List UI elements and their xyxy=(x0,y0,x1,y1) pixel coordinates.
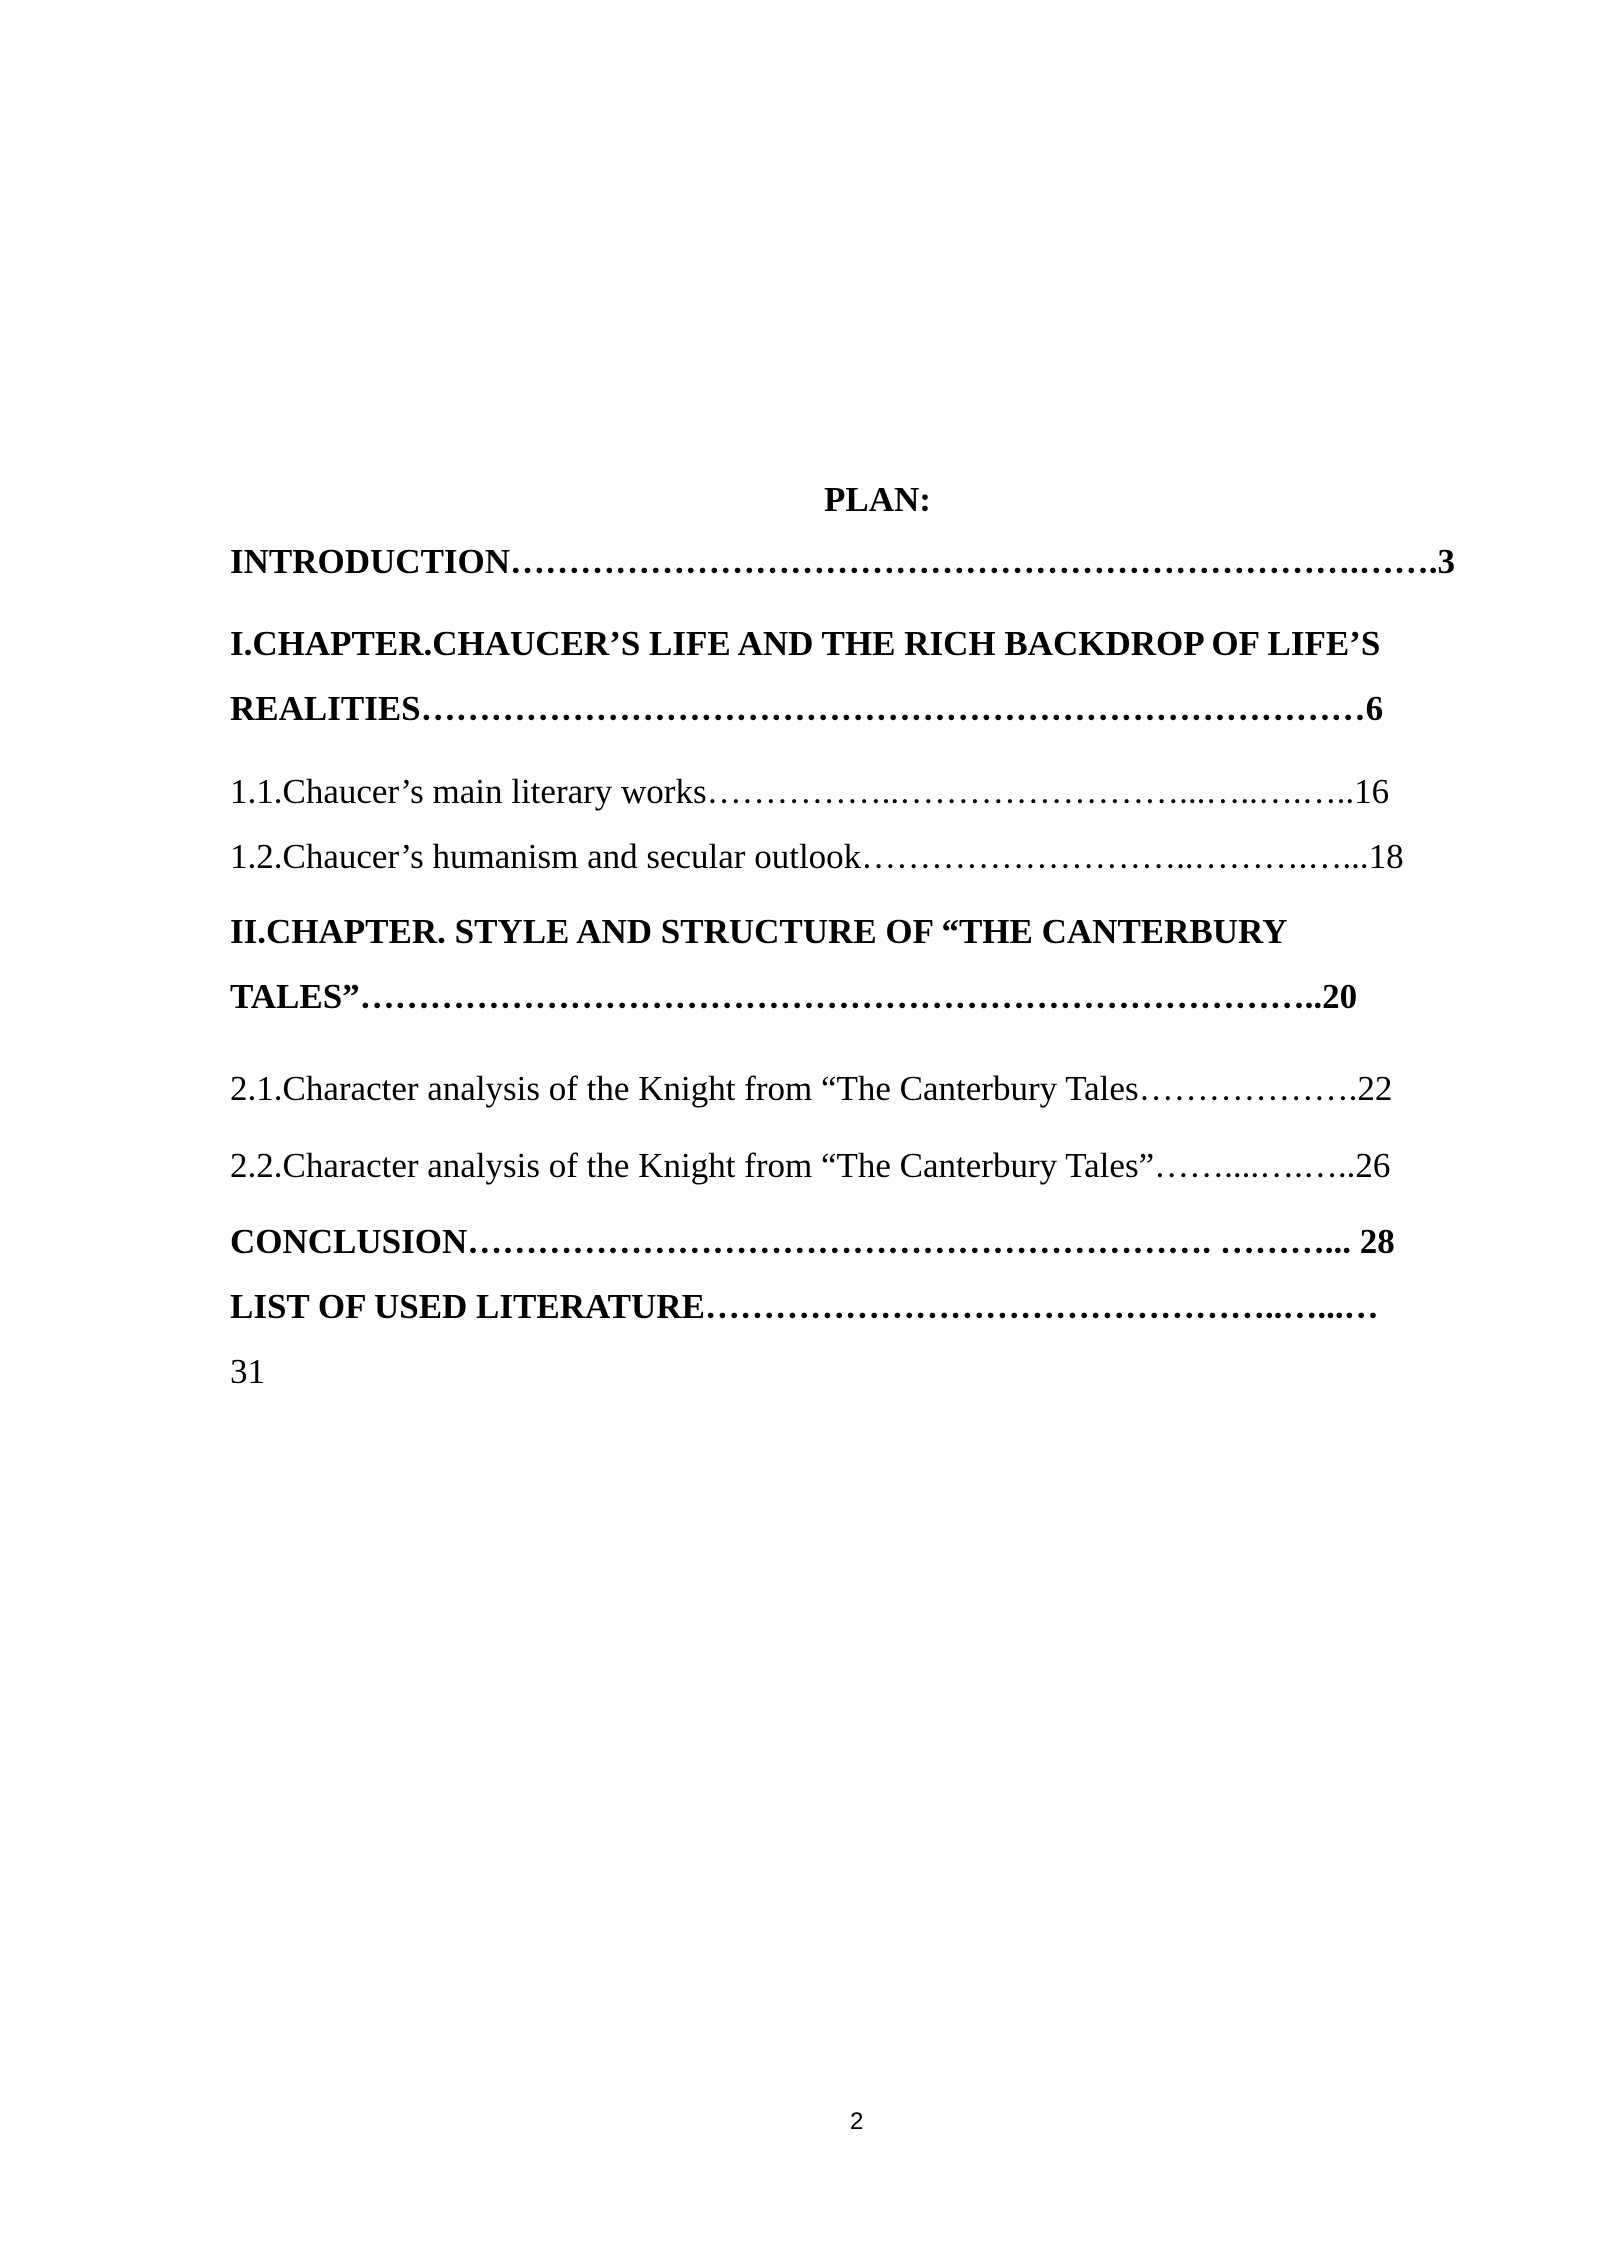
toc-literature-page: 31 xyxy=(230,1352,265,1391)
toc-section-1-1: 1.1.Chaucer’s main literary works……………..……………………...…..….…..16 xyxy=(230,772,1390,811)
plan-heading: PLAN: xyxy=(824,480,931,519)
toc-literature: LIST OF USED LITERATURE…………………………………………..…...… xyxy=(230,1287,1379,1326)
toc-chapter-2-title: II.CHAPTER. STYLE AND STRUCTURE OF “THE CANTERBURY xyxy=(230,912,1288,951)
toc-section-2-1: 2.1.Character analysis of the Knight from “The Canterbury Tales……………….22 xyxy=(230,1069,1393,1108)
toc-section-1-2: 1.2.Chaucer’s humanism and secular outlook………………………..……….…...18 xyxy=(230,837,1404,876)
toc-conclusion: CONCLUSION………………………………………………………. ………... 28 xyxy=(230,1222,1395,1261)
toc-chapter-2-title-continued: TALES”………………………………………………………………………..20 xyxy=(230,977,1358,1016)
toc-introduction: INTRODUCTION……………………………………………………………….…….3 xyxy=(230,542,1456,581)
toc-section-2-2: 2.2.Character analysis of the Knight from “The Canterbury Tales”……....….…..26 xyxy=(230,1146,1391,1185)
page-number: 2 xyxy=(850,2108,864,2135)
toc-chapter-1-title-continued: REALITIES………………………………………………………………………6 xyxy=(230,689,1384,728)
toc-chapter-1-title: I.CHAPTER.CHAUCER’S LIFE AND THE RICH BACKDROP OF LIFE’S xyxy=(230,624,1381,663)
